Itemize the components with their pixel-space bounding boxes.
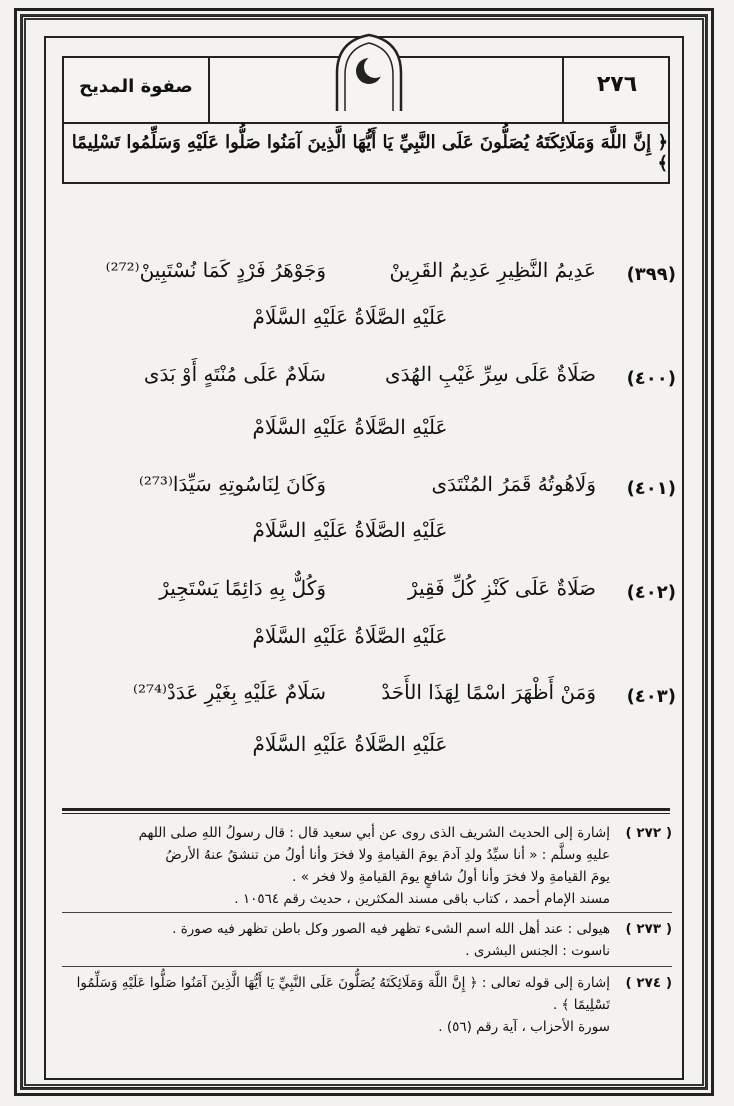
hemistich-first: صَلَاةٌ عَلَى سِرِّ غَيْبِ الهُدَى <box>385 362 596 386</box>
verse-number: (٣٩٩) <box>626 264 676 285</box>
hemistich-second: سَلَامٌ عَلَيْهِ بِغَيْرِ عَدَدْ⁽²⁷⁴⁾ <box>133 680 326 704</box>
footnote-line: عليهِ وسلَّم : « أنا سيِّدُ ولدِ آدمَ يومَ القيامةِ ولا فخرَ وأنا أولُ من تنشقُ عنهُ الأرضُ <box>165 847 610 863</box>
footnote-body <box>62 822 610 910</box>
hemistich-first: وَلَاهُوتُهُ قَمَرُ المُنْتَدَى <box>431 472 596 496</box>
footnote-number: ( ٢٧٤ ) <box>625 975 672 991</box>
footnote-line: إشارة إلى قوله تعالى : ﴿ إِنَّ اللَّهَ وَمَلَائِكَتَهُ يُصَلُّونَ عَلَى النَّبِيِّ يَا أَيُّهَا الَّذِينَ آمَنُوا صَلُّوا عَلَيْهِ وَسَلِّمُوا تَسْلِيمًا ﴾ . <box>76 975 610 1013</box>
page-number: ٢٧٦ <box>596 72 638 97</box>
footnote <box>62 972 672 1038</box>
verse-number: (٤٠٣) <box>626 686 676 707</box>
footnote-line: سورة الأحزاب ، آية رقم (٥٦) . <box>438 1019 610 1035</box>
hemistich-second: وَكُلٌّ بِهِ دَائِمًا يَسْتَجِيرْ <box>159 576 326 600</box>
poem-line <box>60 258 676 298</box>
footnote-body <box>62 918 610 962</box>
header-divider <box>208 58 210 122</box>
hemistich-first: صَلَاةٌ عَلَى كَنْزِ كُلِّ فَقِيرْ <box>407 576 596 600</box>
footnote <box>62 918 672 962</box>
footnote-body <box>62 972 610 1038</box>
footnote-line: مسند الإمام أحمد ، كتاب باقى مسند المكثرين ، حديث رقم ١٠٥٦٤ . <box>234 891 610 907</box>
footnote-separator <box>62 966 672 967</box>
footnote-line: هيولى : عند أهل الله اسم الشىء تظهر فيه الصور وكل باطن تظهر فيه صورة . <box>172 921 610 937</box>
refrain-line: عَلَيْهِ الصَّلَاةُ عَلَيْهِ السَّلَامْ <box>252 415 448 439</box>
footnote-line: ناسوت : الجنس البشرى . <box>465 943 610 959</box>
quran-verse-banner: ﴿ إِنَّ اللَّهَ وَمَلَائِكَتَهُ يُصَلُّونَ عَلَى النَّبِيِّ يَا أَيُّهَا الَّذِينَ آمَنُوا صَلُّوا عَلَيْهِ وَسَلِّمُوا تَسْلِيمًا ﴾ <box>62 124 670 184</box>
hemistich-first: عَدِيمُ النَّظِيرِ عَدِيمُ القَرِينْ <box>389 258 596 282</box>
poem-line <box>60 362 676 402</box>
footnote-separator <box>62 912 672 913</box>
refrain-line: عَلَيْهِ الصَّلَاةُ عَلَيْهِ السَّلَامْ <box>252 732 448 756</box>
hemistich-second: وَكَانَ لِنَاسُوتِهِ سَيِّدَا⁽²⁷³⁾ <box>138 472 326 496</box>
refrain-line: عَلَيْهِ الصَّلَاةُ عَلَيْهِ السَّلَامْ <box>252 518 448 542</box>
verse-number: (٤٠٢) <box>626 582 676 603</box>
refrain-line: عَلَيْهِ الصَّلَاةُ عَلَيْهِ السَّلَامْ <box>252 305 448 329</box>
poem-line <box>60 680 676 720</box>
footnote-number: ( ٢٧٣ ) <box>625 921 672 937</box>
hemistich-second: وَجَوْهَرُ فَرْدٍ كَمَا نُسْتَبِينْ⁽²⁷²⁾ <box>105 258 326 282</box>
poem-line <box>60 576 676 616</box>
hemistich-first: وَمَنْ أَظْهَرَ اسْمًا لِهَذَا الأَحَدْ <box>381 680 596 704</box>
footnote-number: ( ٢٧٢ ) <box>625 825 672 841</box>
verse-number: (٤٠٠) <box>626 368 676 389</box>
footnote-divider <box>62 813 670 814</box>
verse-number: (٤٠١) <box>626 478 676 499</box>
footnote-line: يومَ القيامةِ ولا فخرَ وأنا أولُ شافعٍ يومَ القيامةِ ولا فخر » . <box>292 869 610 885</box>
crescent-arch-icon <box>333 33 405 111</box>
footnote-line: إشارة إلى الحديث الشريف الذى روى عن أبي سعيد قال : قال رسولُ اللهِ صلى اللهم <box>138 825 610 841</box>
footnote <box>62 822 672 910</box>
hemistich-second: سَلَامٌ عَلَى مُنْتَهٍ أَوْ بَدَى <box>143 362 326 386</box>
footnote-divider <box>62 808 670 811</box>
refrain-line: عَلَيْهِ الصَّلَاةُ عَلَيْهِ السَّلَامْ <box>252 624 448 648</box>
section-title: صفوة المديح <box>79 76 193 97</box>
poem-line <box>60 472 676 512</box>
